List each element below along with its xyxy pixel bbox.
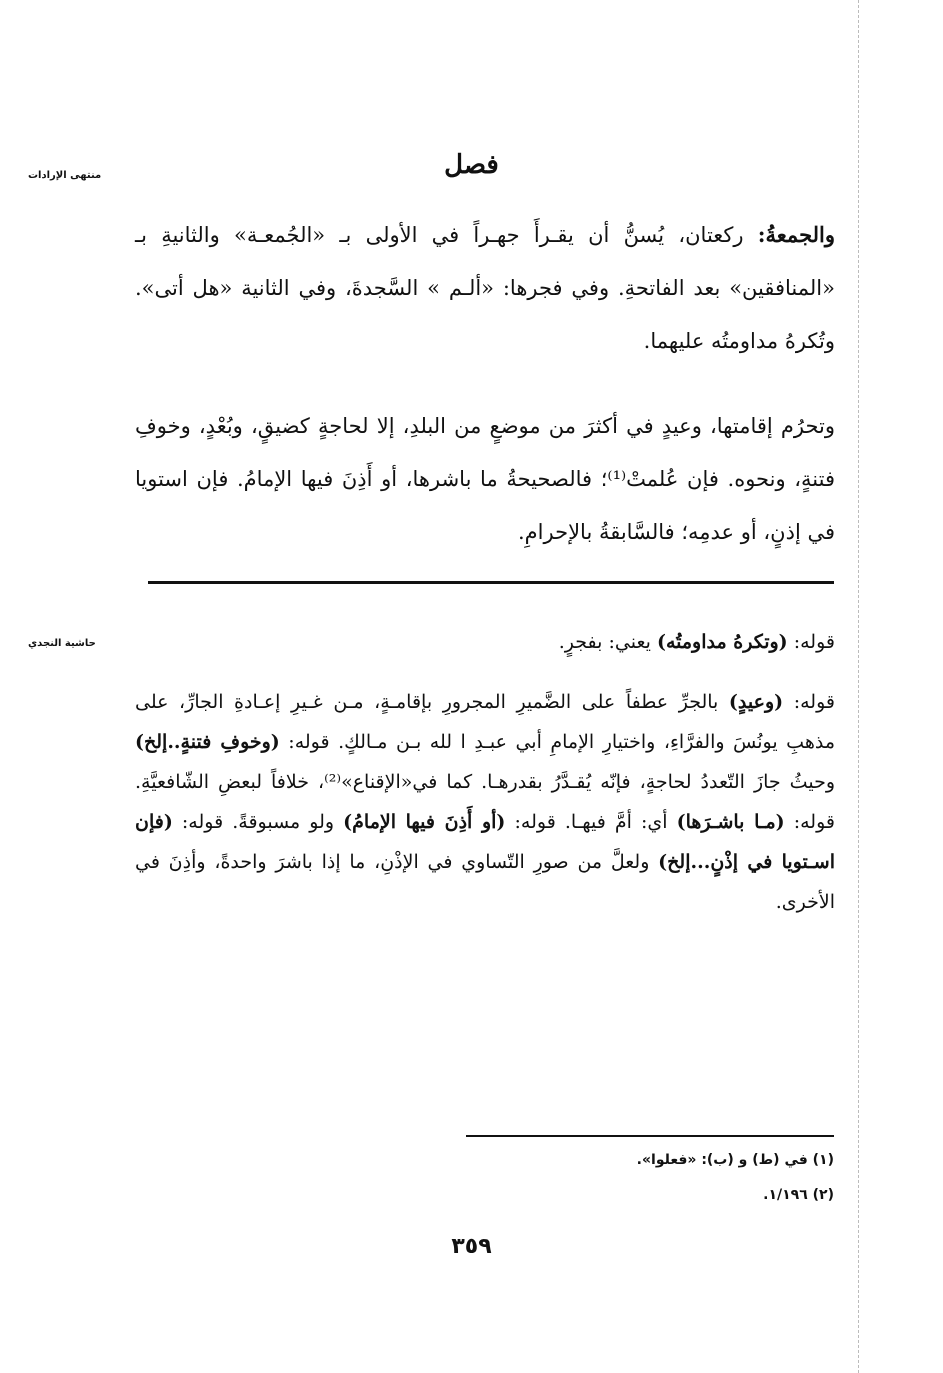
side-label-book-title: منتهى الإرادات — [28, 170, 102, 181]
hashiya-text: أي: أمَّ فيهـا. قوله: — [505, 811, 677, 833]
hashiya-quote: (وعيدٍ) — [728, 691, 784, 713]
footnote-1: (١) في (ط) و (ب): «فعلوا». — [636, 1152, 834, 1168]
side-label-hashiya-title: حاشية النجدي — [28, 638, 96, 649]
hashiya-text: قوله: — [787, 631, 835, 653]
hashiya-paragraph-2 — [135, 682, 835, 922]
hashiya-quote: (وتكرهُ مداومتُه) — [656, 631, 788, 653]
section-heading: فصل — [444, 150, 499, 180]
main-paragraph-2: وتحرُم إقامتها، وعيدٍ في أكثرَ من موضعٍ من البلدِ، إلا لحاجةٍ كضيقٍ، وبُعْدٍ، وخوفِ فتنةٍ، ونحوه. فإن عُلمتْ⁽¹⁾؛ فالصحيحةُ ما باشرها، أو أَذِنَ فيها الإمامُ. فإن استويا في إذنٍ، أو عدمِه؛ فالسَّابقةُ بالإحرامِ. — [135, 414, 835, 544]
hashiya-text: بالجرِّ عطفاً على الضَّميرِ المجرورِ بإقامـةٍ، مـن غـيرِ إعـادةِ الجارِّ، على مذهبِ يونُسَ والفرَّاءِ، واختيارِ الإمامِ أبي عبـدِ ا لله بـن مـالكٍ. قوله: — [135, 691, 835, 753]
page-number: ٣٥٩ — [451, 1234, 492, 1259]
main-paragraph-1-text: ركعتان، يُسنُّ أن يقـرأَ جهـراً في الأولى بـ «الجُمعـة» والثانيةِ بـ «المنافقين» بعد الفاتحةِ. وفي فجرها: «ألـم » السَّجدةَ، وفي الثانية «هل أتى». وتُكرهُ مداومتُه عليهما. — [135, 223, 835, 353]
main-divider-rule — [148, 581, 834, 584]
hashiya-quote: (فإن اسـتويا في إذْنٍ...إلخ) — [135, 811, 836, 873]
main-lead-word: والجمعةُ: — [757, 222, 835, 247]
hashiya-text: ولعلَّ من صورِ التّساوي في الإذْنِ، ما إذا باشرَ واحدةً، وأذِنَ في الأخرى. — [135, 851, 835, 913]
margin-rule — [858, 0, 859, 1373]
hashiya-quote: (وخوفِ فتنةٍ..إلخ) — [135, 731, 280, 753]
main-paragraph-1 — [135, 208, 835, 368]
hashiya-quote: (أو أَذِنَ فيها الإمامُ) — [343, 811, 506, 833]
hashiya-text: قوله: — [783, 691, 835, 713]
hashiya-paragraph-1 — [135, 622, 835, 662]
hashiya-text: يعني: بفجرٍ. — [558, 631, 657, 653]
footnote-2: (٢) ١/١٩٦. — [763, 1187, 834, 1203]
footnote-divider-rule — [466, 1135, 834, 1137]
hashiya-text: ولو مسبوقةً. قوله: — [172, 811, 344, 833]
hashiya-text: وحيثُ جازَ التّعددُ لحاجةٍ، فإنّه يُقـدَّرُ بقدرهـا. كما في«الإقناع»⁽²⁾، خلافاً لبعضِ الشّافعيَّةِ. قوله: — [135, 771, 835, 833]
hashiya-quote: (مـا باشـرَها) — [676, 811, 785, 833]
